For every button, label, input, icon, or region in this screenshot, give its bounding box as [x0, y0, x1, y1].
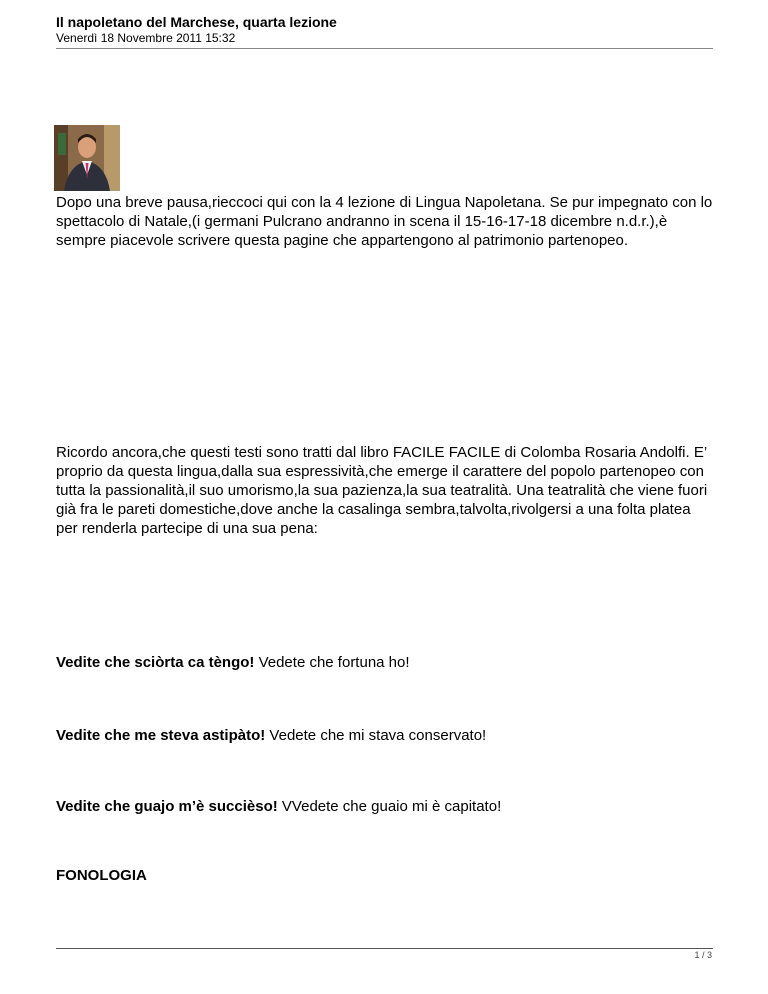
italian-translation: Vedete che mi stava conservato! [265, 727, 487, 744]
source-paragraph: Ricordo ancora,che questi testi sono tratti dal libro FACILE FACILE di Colomba Rosaria Andolfi. E’ proprio da questa lingua,dalla sua espressività,che emerge il carattere del popolo partenopeo con tutta la passionalità,il suo umorismo,la sua pazienza,la sua teatralità. Una teatralità che viene fuori già fra le pareti domestiche,dove anche la casalinga sembra,talvolta,rivolgersi a una folta platea per renderla partecipe di una sua pena: [56, 444, 708, 537]
napoletano-phrase: Vedite che guajo m’è succièso! [56, 798, 278, 815]
page-number: 1 / 3 [694, 950, 712, 960]
italian-translation: VVedete che guaio mi è capitato! [277, 798, 502, 815]
phrase-line [56, 653, 410, 672]
publish-date: Venerdì 18 Novembre 2011 15:32 [56, 31, 236, 45]
phrase-line [56, 797, 501, 816]
page-header [56, 14, 712, 45]
napoletano-phrase: Vedite che sciòrta ca tèngo! [56, 654, 255, 671]
page-title: Il napoletano del Marchese, quarta lezione [56, 14, 337, 30]
section-heading: FONOLOGIA [56, 867, 147, 884]
footer-divider [56, 948, 713, 949]
italian-translation: Vedete che fortuna ho! [254, 654, 410, 671]
portrait-photo-svg [54, 125, 120, 191]
header-divider [56, 48, 713, 49]
intro-paragraph: Dopo una breve pausa,rieccoci qui con la 4 lezione di Lingua Napoletana. Se pur impegnato con lo spettacolo di Natale,(i germani Pulcrano andranno in scena il 15-16-17-18 dicembre n.d.r.),è sempre piacevole scrivere questa pagine che appartengono al patrimonio partenopeo. [56, 194, 713, 249]
napoletano-phrase: Vedite che me steva astipàto! [56, 727, 266, 744]
portrait-photo-icon [54, 125, 120, 191]
phrase-line [56, 726, 486, 745]
